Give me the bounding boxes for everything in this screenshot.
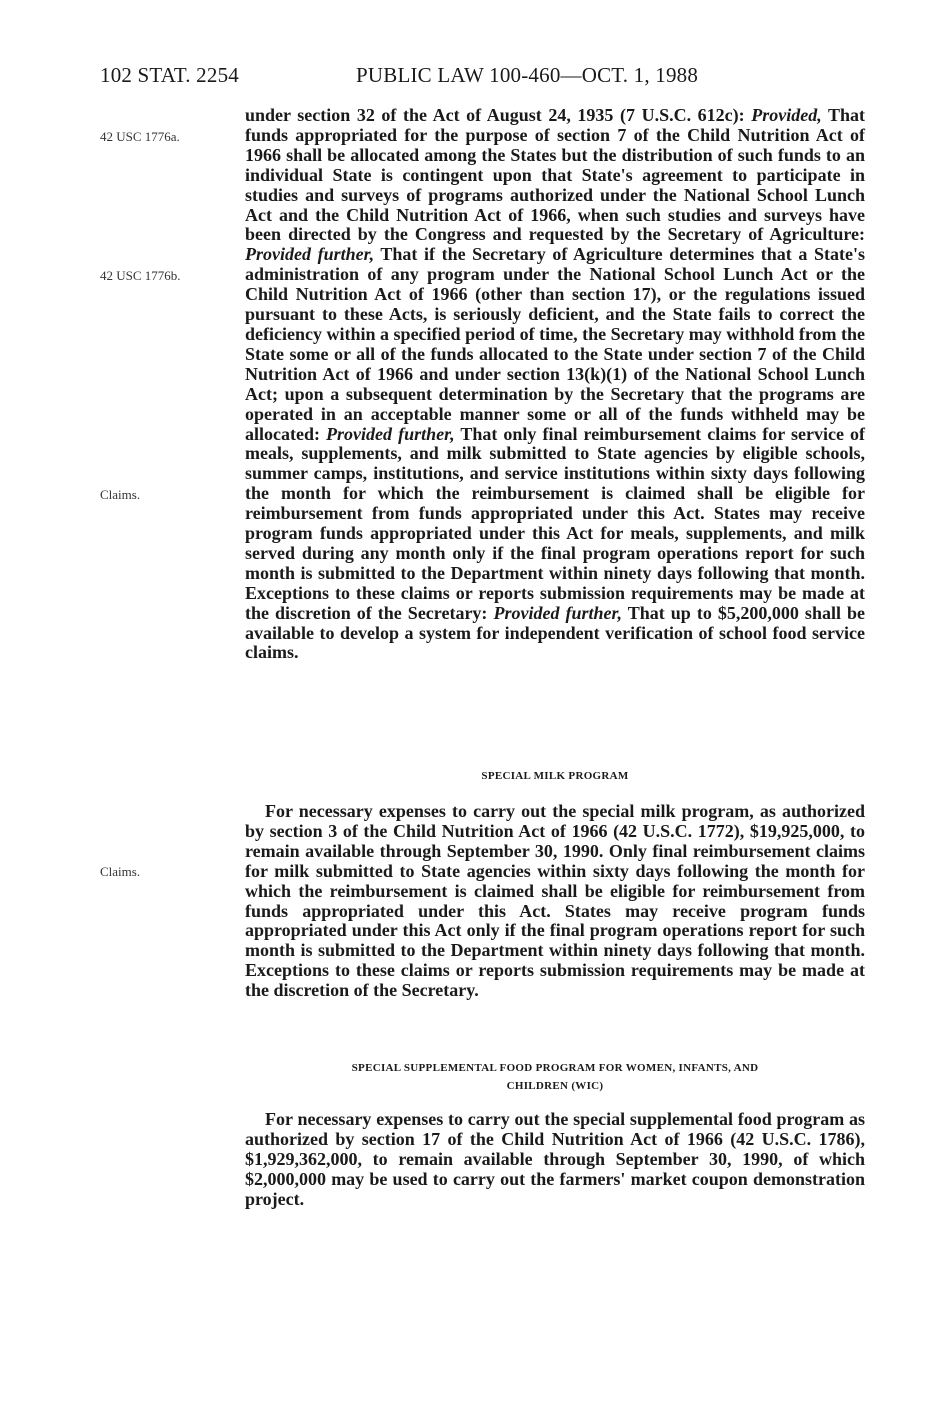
public-law-title: PUBLIC LAW 100-460—OCT. 1, 1988 <box>356 63 699 87</box>
proviso-italic: Provided, <box>751 105 822 125</box>
margin-note-claims-milk: Claims. <box>100 864 141 879</box>
statute-page-number: 102 STAT. 2254 <box>100 63 239 87</box>
special-milk-program-heading: SPECIAL MILK PROGRAM <box>481 770 629 782</box>
proviso-italic: Provided further, <box>493 602 623 623</box>
paragraph-text: That funds appropriated for the purpose of section 7 of the Child Nutrition Act of 1966 shall be allocated among the States but the distribution of such funds to an individual State is contingent upon that State's agreement to participate in studies and surveys of programs authorized under the National School Lunch Act and the Child Nutrition Act of 1966, when such studies and surveys have been directed by the Congress and requested by the Secretary of Agriculture: <box>245 105 866 245</box>
page-header <box>100 60 860 90</box>
margin-note-42-usc-1776b: 42 USC 1776b. <box>100 268 181 283</box>
proviso-italic: Provided further, <box>245 244 375 265</box>
margin-note-claims: Claims. <box>100 487 141 502</box>
school-nutrition-paragraph <box>245 106 865 663</box>
proviso-italic: Provided further, <box>326 423 455 444</box>
wic-heading-line-2: CHILDREN (WIC) <box>506 1080 604 1092</box>
wic-heading-line-1: SPECIAL SUPPLEMENTAL FOOD PROGRAM FOR WOMEN, INFANTS, AND <box>351 1062 759 1074</box>
special-milk-program-paragraph: For necessary expenses to carry out the special milk program, as authorized by section 3 of the Child Nutrition Act of 1966 (42 U.S.C. 1772), $19,925,000, to remain available through September 30, 1990. Only final reimbursement claims for milk submitted to State agencies within sixty days following the month for which the reimbursement is claimed shall be eligible for reimbursement from funds appropriated under this Act. States may receive program funds appropriated under this Act only if the final program operations report for such month is submitted to the Department within ninety days following that month. Exceptions to these claims or reports submission requirements may be made at the discretion of the Secretary. <box>245 801 865 1001</box>
paragraph-text: That up to $5,200,000 shall be available to develop a system for independent verification of school food service claims. <box>245 602 865 663</box>
wic-program-heading <box>245 1059 865 1095</box>
paragraph-text: That only final reimbursement claims for service of meals, supplements, and milk submitted to State agencies by eligible schools, summer camps, institutions, and service institutions within sixty days following the month for which the reimbursement is claimed shall be eligible for reimbursement from funds appropriated under this Act. States may receive program funds appropriated under this Act for meals, supplements, and milk served during any month only if the final program operations report for such month is submitted to the Department within ninety days following that month. Exceptions to these claims or reports submission requirements may be made at the discretion of the Secretary: <box>245 423 865 623</box>
paragraph-text: under section 32 of the Act of August 24, 1935 (7 U.S.C. 612c): <box>245 105 752 125</box>
wic-program-paragraph: For necessary expenses to carry out the special supplemental food program as authorized by section 17 of the Child Nutrition Act of 1966 (42 U.S.C. 1786), $1,929,362,000, to remain available through September 30, 1990, of which $2,000,000 may be used to carry out the farmers' market coupon demonstration project. <box>245 1109 865 1209</box>
margin-note-42-usc-1776a: 42 USC 1776a. <box>100 129 180 144</box>
paragraph-text: That if the Secretary of Agriculture determines that a State's administration of any program under the National School Lunch Act or the Child Nutrition Act of 1966 (other than section 17), or the regulations issued pursuant to these Acts, is seriously deficient, and the State fails to correct the deficiency within a specified period of time, the Secretary may withhold from the State some or all of the funds allocated to the State under section 7 of the Child Nutrition Act of 1966 and under section 13(k)(1) of the National School Lunch Act; upon a subsequent determination by the Secretary that the programs are operated in an acceptable manner some or all of the funds withheld may be allocated: <box>245 244 865 444</box>
